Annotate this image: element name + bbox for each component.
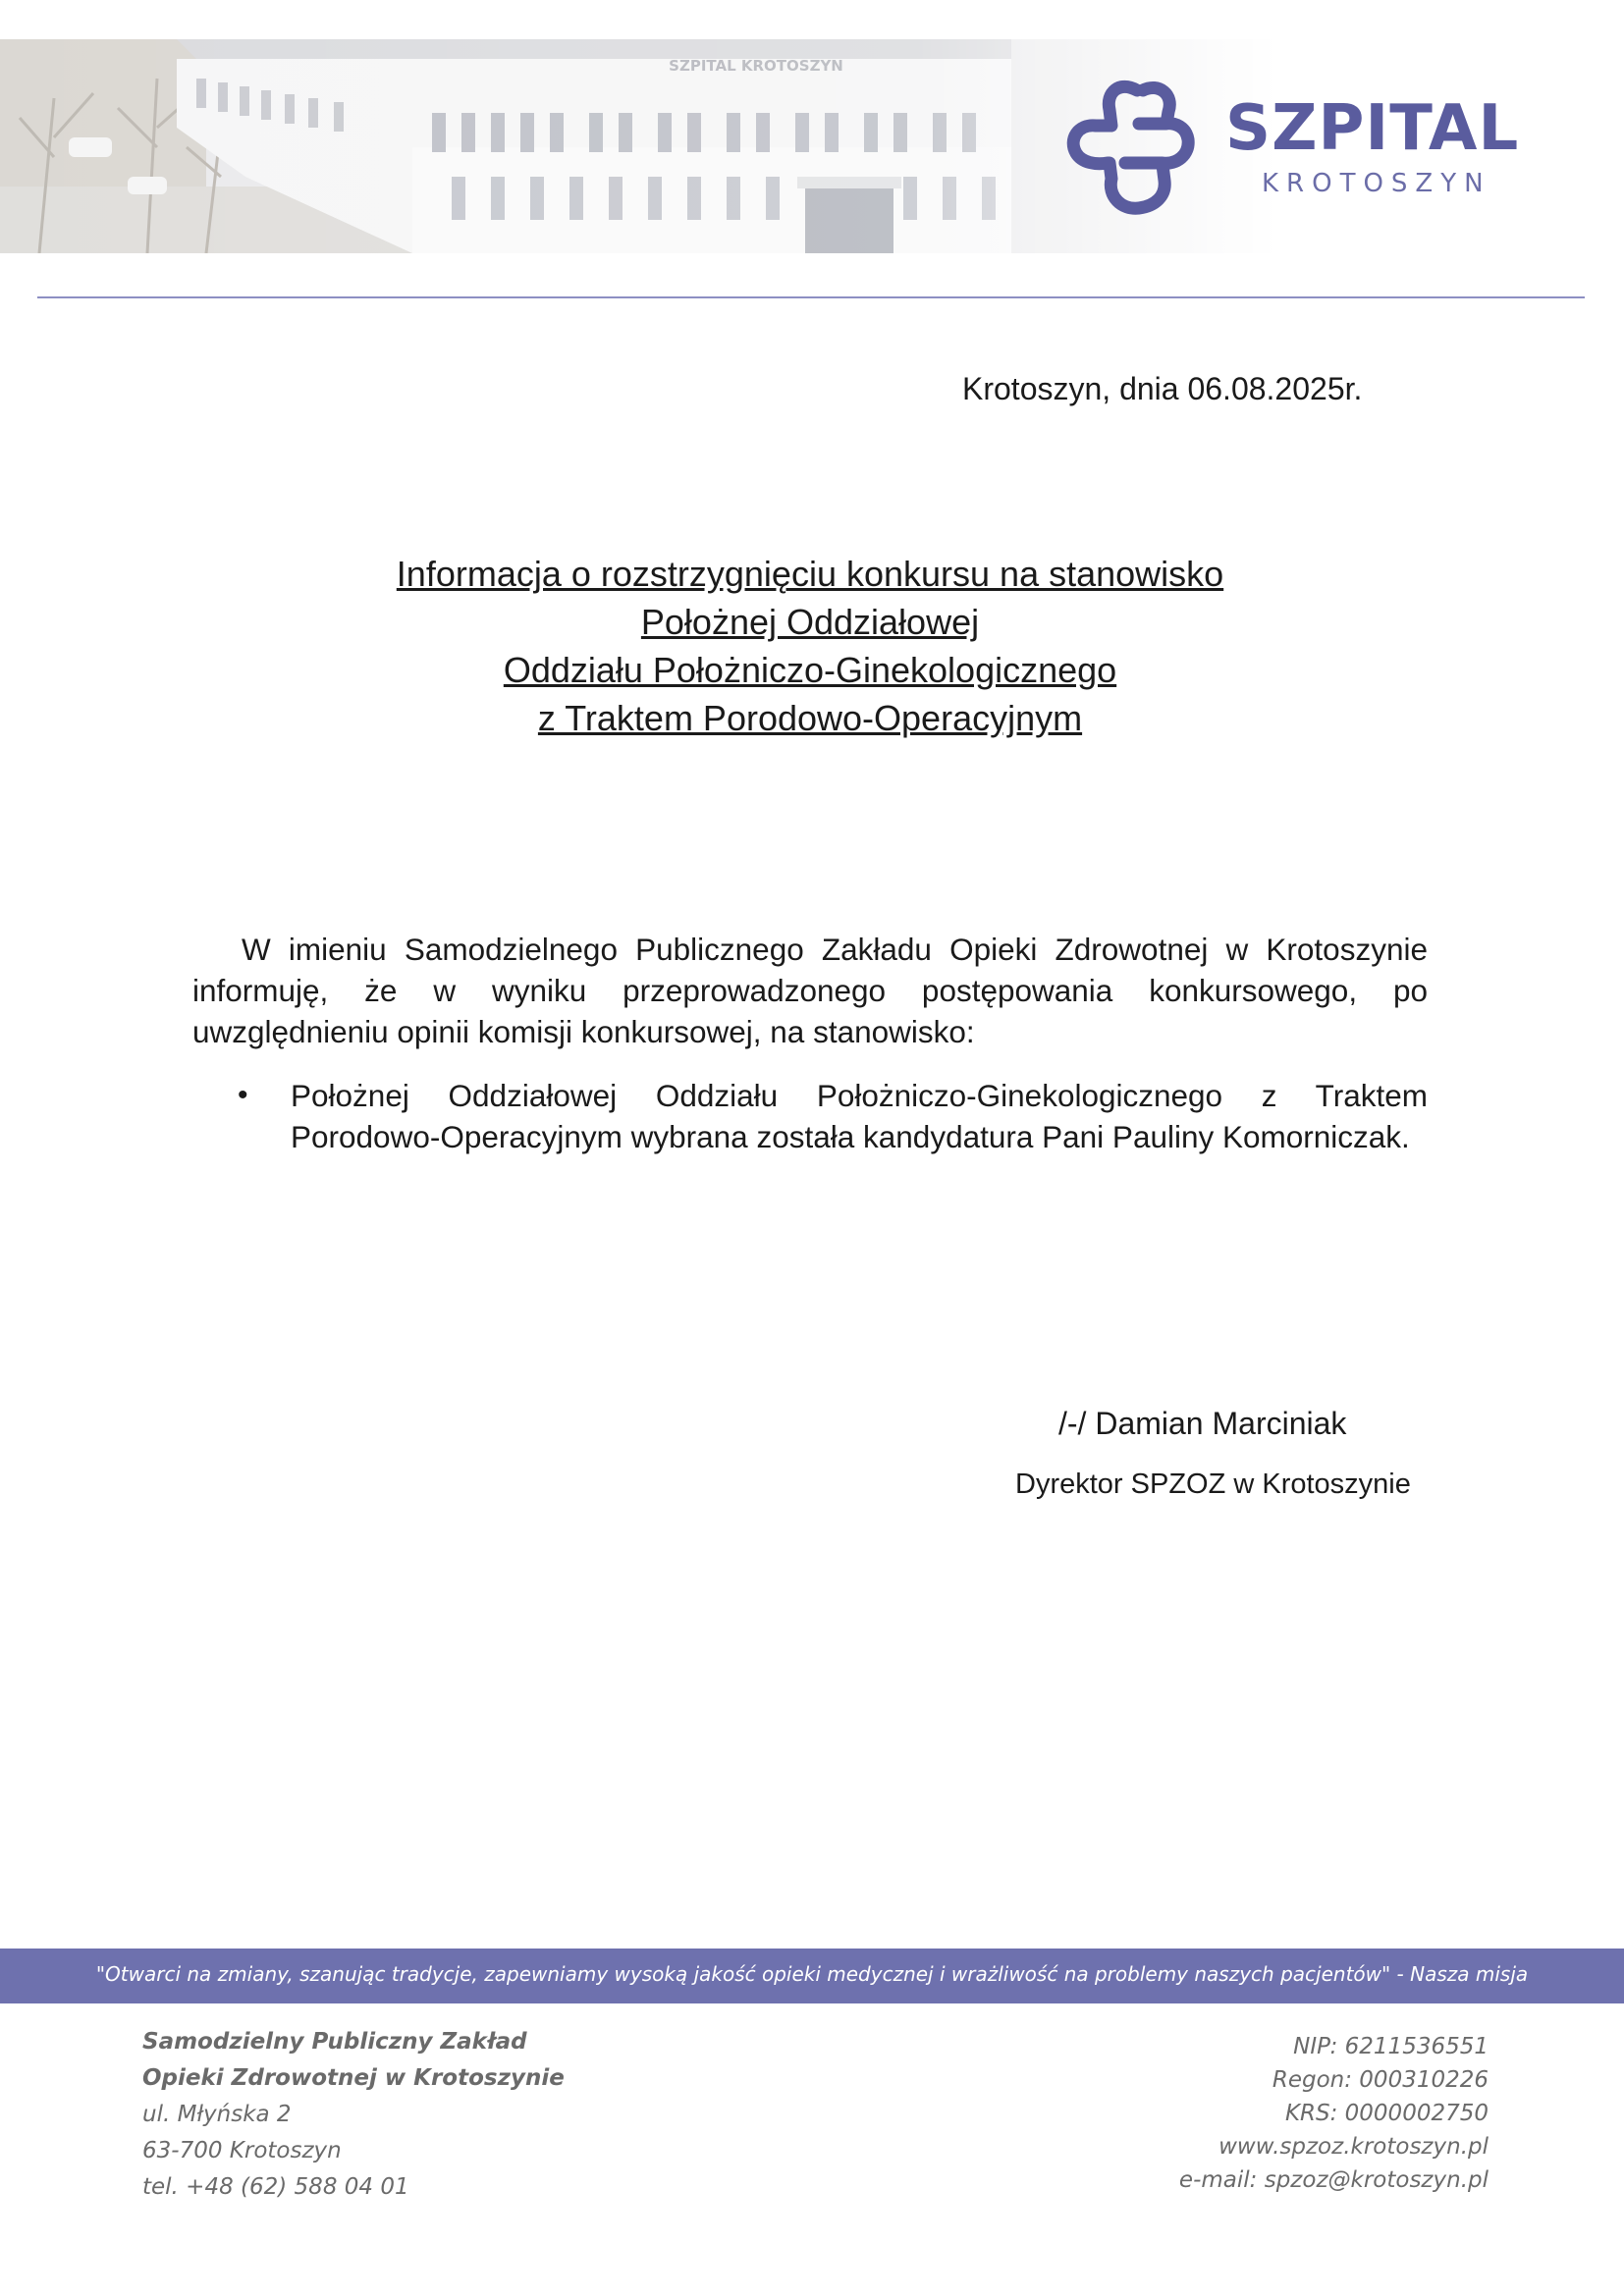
medical-cross-icon bbox=[1060, 71, 1218, 228]
title-line: z Traktem Porodowo-Operacyjnym bbox=[537, 698, 1083, 738]
city-address: 63-700 Krotoszyn bbox=[142, 2138, 342, 2163]
title-line: Oddziału Położniczo-Ginekologicznego bbox=[503, 650, 1117, 690]
body-paragraph: W imieniu Samodzielnego Publicznego Zakładu Opieki Zdrowotnej w Krotoszynie informuję, że w wyniku przeprowadzonego postępowania konkursowego, po uwzględnieniu opinii komisji konkursowej, na stanowisko: bbox=[192, 932, 1428, 1049]
phone-number: tel. +48 (62) 588 04 01 bbox=[142, 2174, 409, 2200]
signature-role: Dyrektor SPZOZ w Krotoszynie bbox=[1015, 1468, 1411, 1500]
signature-name: /-/ Damian Marciniak bbox=[1058, 1406, 1347, 1441]
title-line: Informacja o rozstrzygnięciu konkursu na stanowisko bbox=[396, 554, 1224, 594]
org-name-line2: Opieki Zdrowotnej w Krotoszynie bbox=[142, 2065, 565, 2091]
footer-registry bbox=[1179, 2030, 1489, 2197]
hospital-logo bbox=[1060, 71, 1532, 228]
title-line: Położnej Oddziałowej bbox=[640, 602, 980, 642]
nip-number: NIP: 6211536551 bbox=[1293, 2034, 1489, 2059]
org-name-line1: Samodzielny Publiczny Zakład bbox=[142, 2029, 527, 2055]
mission-statement: "Otwarci na zmiany, szanując tradycje, zapewniamy wysoką jakość opieki medycznej i wrażliwość na problemy naszych pacjentów" - Nasza misja bbox=[95, 1962, 1529, 1986]
street-address: ul. Młyńska 2 bbox=[142, 2102, 292, 2127]
krs-number: KRS: 0000002750 bbox=[1284, 2101, 1489, 2126]
bullet-icon: • bbox=[238, 1079, 248, 1111]
regon-number: Regon: 000310226 bbox=[1272, 2067, 1489, 2093]
document-title bbox=[196, 550, 1424, 742]
website-link[interactable]: www.spzoz.krotoszyn.pl bbox=[1218, 2134, 1489, 2160]
mission-bar bbox=[0, 1949, 1624, 2003]
email-link[interactable]: e-mail: spzoz@krotoszyn.pl bbox=[1178, 2167, 1489, 2193]
footer-address bbox=[142, 2024, 565, 2206]
logo-subtitle: KROTOSZYN bbox=[1262, 169, 1491, 198]
logo-wordmark: SZPITAL bbox=[1225, 92, 1520, 165]
bullet-text: Położnej Oddziałowej Oddziału Położniczo-Ginekologicznego z Traktem Porodowo-Operacyjnym wybrana została kandydatura Pani Pauliny Komorniczak. bbox=[291, 1078, 1428, 1154]
header-divider bbox=[37, 296, 1585, 298]
document-date: Krotoszyn, dnia 06.08.2025r. bbox=[962, 371, 1363, 406]
